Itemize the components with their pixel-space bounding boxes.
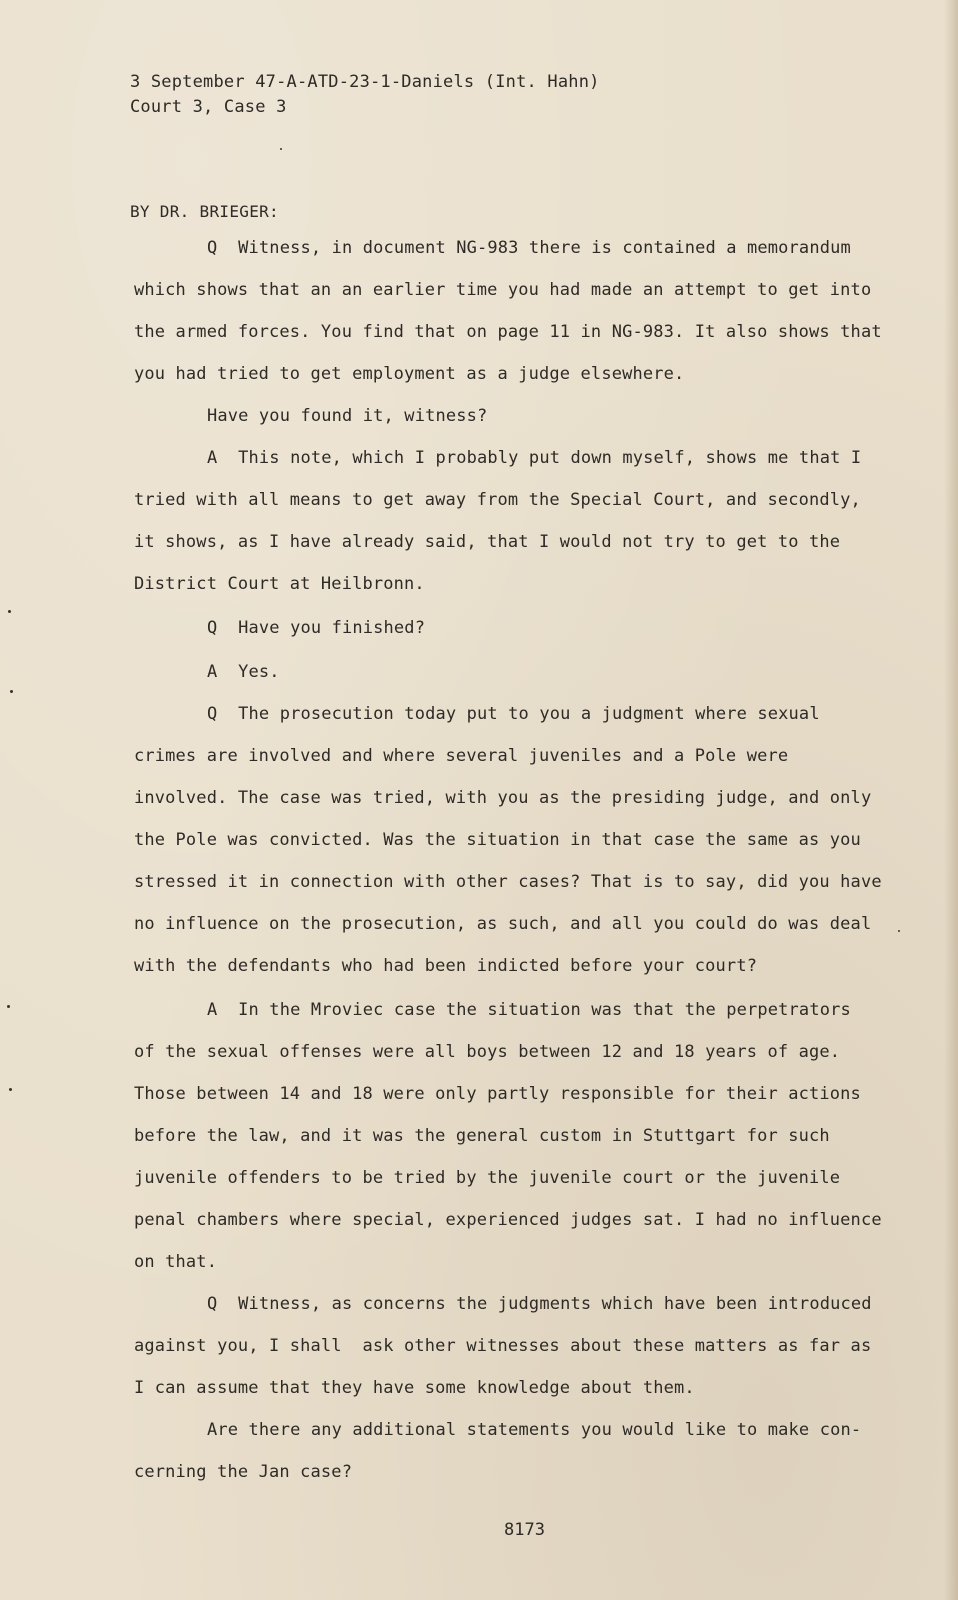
paper-speck	[8, 610, 11, 613]
page-number: 8173	[504, 1520, 545, 1540]
text-line: A This note, which I probably put down myself, shows me that I	[207, 448, 862, 468]
text-line: Q The prosecution today put to you a judgment where sexual	[207, 704, 820, 724]
paper-speck	[898, 930, 900, 932]
text-line: Those between 14 and 18 were only partly responsible for their actions	[134, 1084, 861, 1104]
text-line: penal chambers where special, experienced judges sat. I had no influence	[134, 1210, 882, 1230]
transcript-header	[130, 70, 600, 120]
text-line: no influence on the prosecution, as such, and all you could do was deal	[134, 914, 872, 934]
text-line: cerning the Jan case?	[134, 1462, 353, 1482]
text-line: Q Witness, in document NG-983 there is contained a memorandum	[207, 238, 851, 258]
text-line: Are there any additional statements you would like to make con-	[207, 1420, 862, 1440]
text-line: against you, I shall ask other witnesses about these matters as far as	[134, 1336, 872, 1356]
text-line: with the defendants who had been indicted before your court?	[134, 956, 758, 976]
header-date-line: 3 September 47-A-ATD-23-1-Daniels (Int. Hahn)	[130, 72, 600, 92]
text-line: stressed it in connection with other cases? That is to say, did you have	[134, 872, 882, 892]
text-line: Q Witness, as concerns the judgments which have been introduced	[207, 1294, 872, 1314]
text-line: it shows, as I have already said, that I would not try to get to the	[134, 532, 841, 552]
text-line: which shows that an an earlier time you had made an attempt to get into	[134, 280, 872, 300]
speaker-label: BY DR. BRIEGER:	[130, 202, 279, 221]
text-line: Q Have you finished?	[207, 618, 426, 638]
text-line: A In the Mroviec case the situation was that the perpetrators	[207, 1000, 851, 1020]
paper-speck	[9, 1088, 12, 1091]
text-line: involved. The case was tried, with you as the presiding judge, and only	[134, 788, 872, 808]
text-line: of the sexual offenses were all boys between 12 and 18 years of age.	[134, 1042, 841, 1062]
text-line: A Yes.	[207, 662, 280, 682]
text-line: I can assume that they have some knowledge about them.	[134, 1378, 695, 1398]
text-line: Have you found it, witness?	[207, 406, 488, 426]
text-line: you had tried to get employment as a judge elsewhere.	[134, 364, 685, 384]
text-line: on that.	[134, 1252, 218, 1272]
paper-speck	[10, 690, 13, 693]
paper-speck	[7, 1005, 10, 1008]
text-line: before the law, and it was the general custom in Stuttgart for such	[134, 1126, 830, 1146]
text-line: the Pole was convicted. Was the situation in that case the same as you	[134, 830, 861, 850]
text-line: the armed forces. You find that on page 11 in NG-983. It also shows that	[134, 322, 882, 342]
text-line: juvenile offenders to be tried by the juvenile court or the juvenile	[134, 1168, 841, 1188]
page-edge-shadow	[944, 0, 958, 1600]
paper-speck	[280, 148, 282, 150]
text-line: tried with all means to get away from the Special Court, and secondly,	[134, 490, 861, 510]
text-line: District Court at Heilbronn.	[134, 574, 425, 594]
text-line: crimes are involved and where several juveniles and a Pole were	[134, 746, 789, 766]
header-court-line: Court 3, Case 3	[130, 97, 287, 117]
